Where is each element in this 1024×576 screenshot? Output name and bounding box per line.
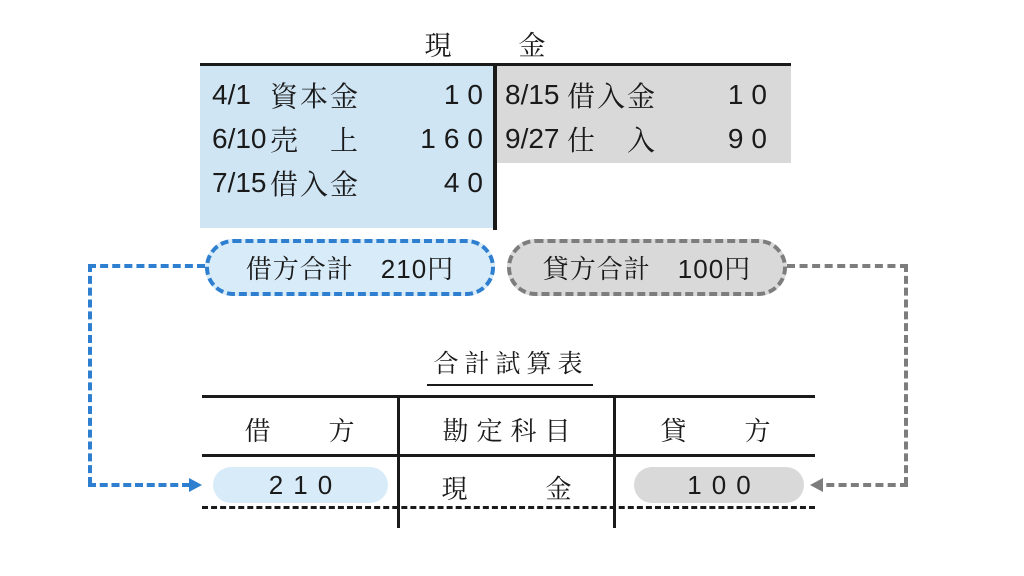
- entry-date: 8/15: [505, 79, 560, 110]
- debit-connector-top-segment: [88, 264, 205, 268]
- trial-balance-credit-value: 100: [687, 469, 761, 500]
- credit-connector-bottom-segment: [814, 483, 908, 487]
- trial-balance-header-rule: [202, 454, 815, 457]
- debit-entry-row: [200, 117, 493, 161]
- entry-date: 6/10: [212, 123, 267, 154]
- entry-date: 7/15: [212, 167, 267, 198]
- trial-balance-header-debit: 借 方: [244, 416, 371, 446]
- credit-connector-vertical-segment: [904, 264, 908, 485]
- debit-total-label: 借方合計 210円: [245, 254, 455, 284]
- entry-date: 4/1: [212, 79, 251, 110]
- trial-balance-credit-value-pill: [634, 467, 804, 503]
- debit-entry-row: [200, 73, 493, 117]
- t-account-debit-side: [200, 66, 493, 228]
- trial-balance-dashed-rule: [202, 506, 815, 509]
- credit-entry-row: [497, 117, 791, 161]
- entry-account: 資本金: [270, 81, 361, 112]
- debit-total-pill: [205, 239, 495, 296]
- trial-balance-debit-value: 210: [268, 469, 343, 500]
- arrow-left-icon: [810, 478, 823, 492]
- entry-amount: 40: [443, 167, 491, 198]
- entry-amount: 10: [727, 79, 775, 110]
- credit-connector-top-segment: [787, 264, 908, 268]
- trial-balance-top-rule: [202, 395, 815, 398]
- entry-amount: 90: [727, 123, 775, 154]
- entry-amount: 160: [420, 123, 491, 154]
- debit-entry-row: [200, 161, 493, 205]
- credit-entry-row: [497, 73, 791, 117]
- trial-balance-header-credit: 貸 方: [660, 416, 787, 446]
- entry-amount: 10: [443, 79, 491, 110]
- debit-connector-vertical-segment: [88, 264, 92, 485]
- t-account-title: 現 金: [424, 31, 566, 61]
- entry-account: 借入金: [270, 169, 361, 200]
- debit-connector-bottom-segment: [88, 483, 190, 487]
- trial-balance-title: 合計試算表: [427, 344, 592, 386]
- entry-account: 仕 入: [567, 125, 658, 156]
- credit-total-pill: [507, 239, 787, 296]
- trial-balance-debit-value-pill: [213, 467, 388, 503]
- trial-balance-title-wrap: [395, 344, 625, 386]
- t-account-credit-side: [497, 66, 791, 163]
- trial-balance-header-account: 勘定科目: [442, 416, 579, 446]
- entry-account: 借入金: [567, 81, 658, 112]
- arrow-right-icon: [189, 478, 202, 492]
- entry-account: 売 上: [270, 125, 361, 156]
- credit-total-label: 貸方合計 100円: [542, 254, 752, 284]
- entry-date: 9/27: [505, 123, 560, 154]
- trial-balance-row-account: 現 金: [441, 474, 598, 504]
